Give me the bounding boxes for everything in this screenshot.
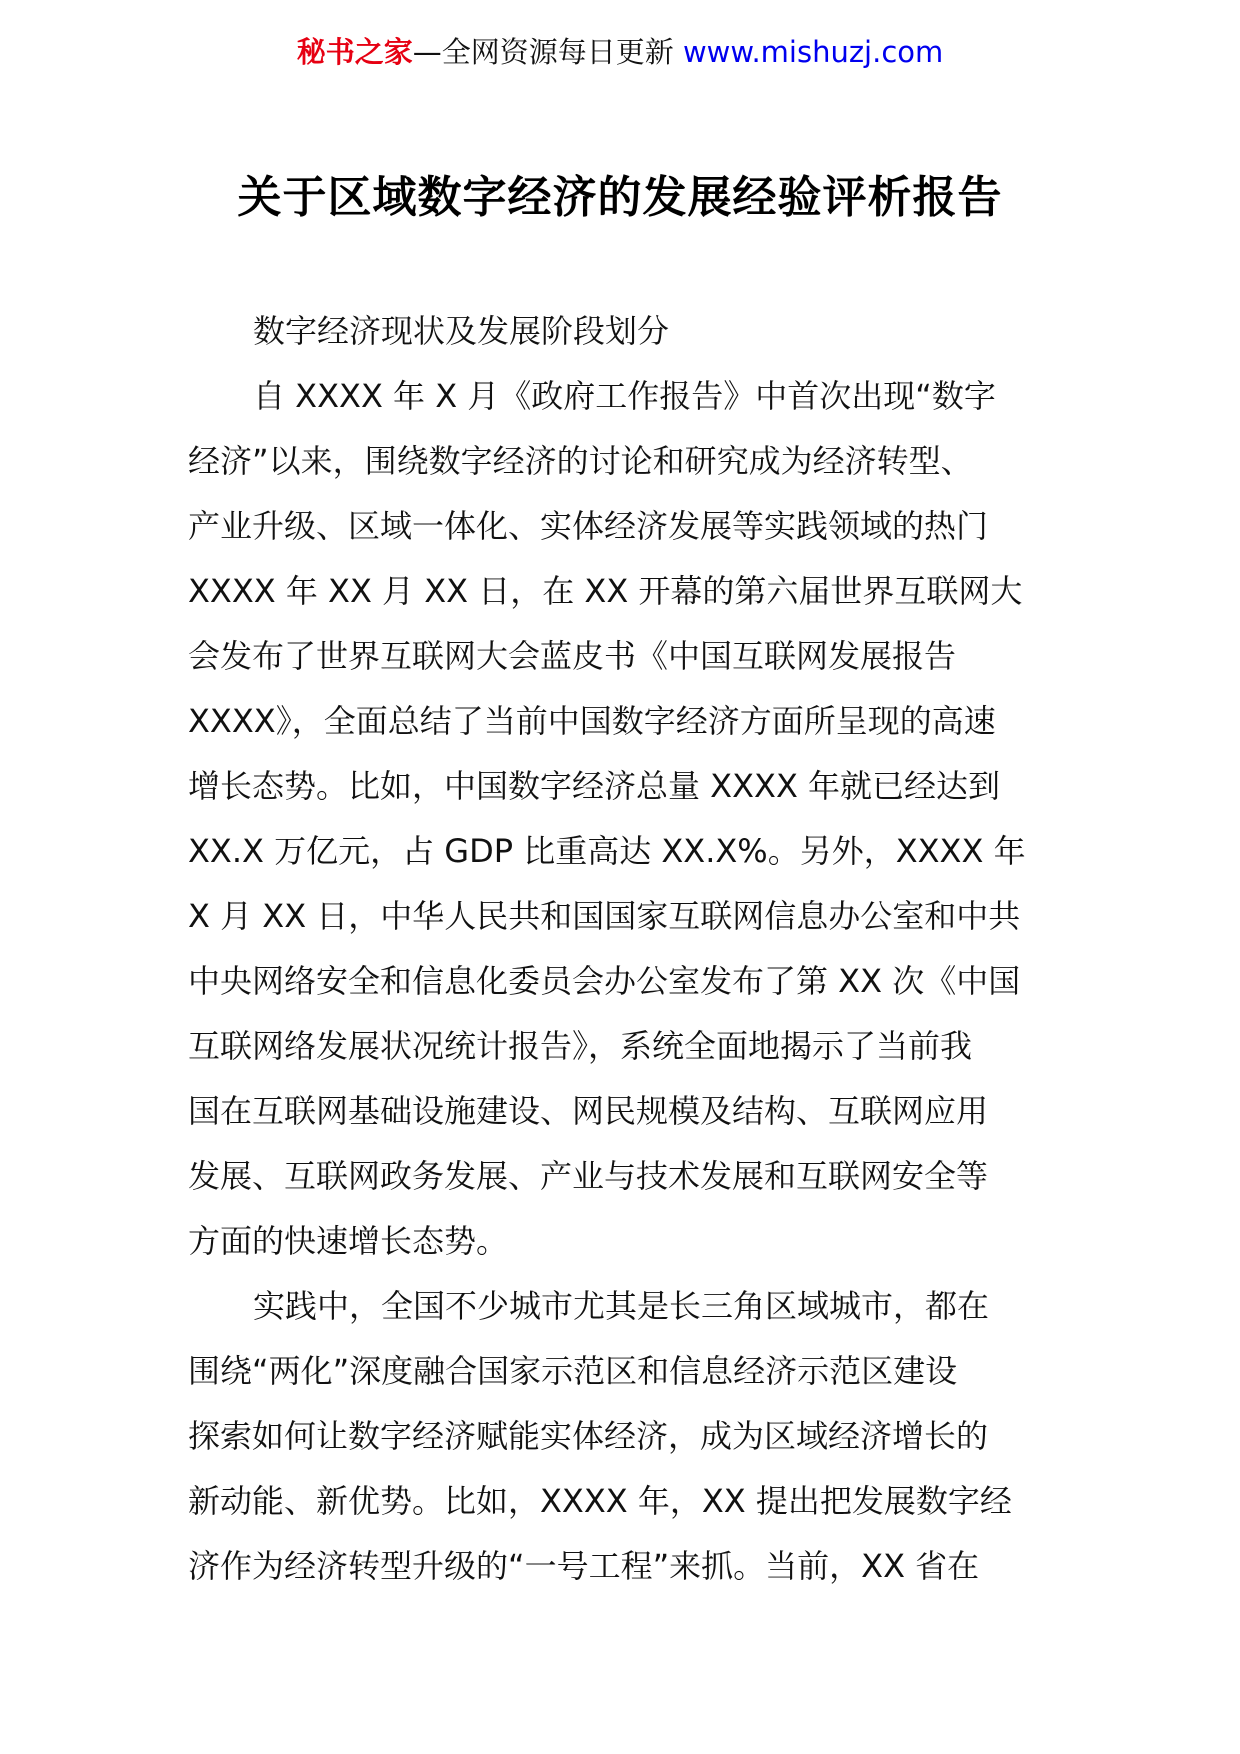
site-header [0,30,1240,74]
text-line: 会发布了世界互联网大会蓝皮书《中国互联网发展报告 [188,637,957,675]
text-line: 方面的快速增长态势。 [188,1222,509,1260]
text-line: 产业升级、区域一体化、实体经济发展等实践领域的热门 [188,507,989,545]
text-line: XXXX 年 XX 月 XX 日，在 XX 开幕的第六届世界互联网大 [188,572,1023,610]
text-line: 新动能、新优势。比如，XXXX 年，XX 提出把发展数字经 [188,1482,1012,1520]
text-line: X 月 XX 日，中华人民共和国国家互联网信息办公室和中共 [188,897,1021,935]
text-line: 国在互联网基础设施建设、网民规模及结构、互联网应用 [188,1092,989,1130]
text-line: 经济”以来，围绕数字经济的讨论和研究成为经济转型、 [188,442,973,480]
site-brand: 秘书之家 [296,35,413,69]
site-tagline: —全网资源每日更新 [412,35,674,69]
text-line: 实践中，全国不少城市尤其是长三角区域城市，都在 [253,1287,990,1325]
text-line: 围绕“两化”深度融合国家示范区和信息经济示范区建设 [188,1352,958,1390]
text-line: XX.X 万亿元，占 GDP 比重高达 XX.X%。另外，XXXX 年 [188,832,1026,870]
document-title: 关于区域数字经济的发展经验评析报告 [237,172,1003,223]
site-url-link[interactable]: www.mishuzj.com [682,35,944,69]
section-heading: 数字经济现状及发展阶段划分 [253,312,670,350]
text-line: 济作为经济转型升级的“一号工程”来抓。当前，XX 省在 [188,1547,980,1585]
document-body [188,299,1058,1599]
text-line: 互联网络发展状况统计报告》，系统全面地揭示了当前我 [188,1027,973,1065]
text-line: 发展、互联网政务发展、产业与技术发展和互联网安全等 [188,1157,989,1195]
text-line: 中央网络安全和信息化委员会办公室发布了第 XX 次《中国 [188,962,1021,1000]
text-line: 增长态势。比如，中国数字经济总量 XXXX 年就已经达到 [188,767,1001,805]
text-line: XXXX》，全面总结了当前中国数字经济方面所呈现的高速 [188,702,996,740]
text-line: 探索如何让数字经济赋能实体经济，成为区域经济增长的 [188,1417,989,1455]
text-line: 自 XXXX 年 X 月《政府工作报告》中首次出现“数字 [253,377,996,415]
